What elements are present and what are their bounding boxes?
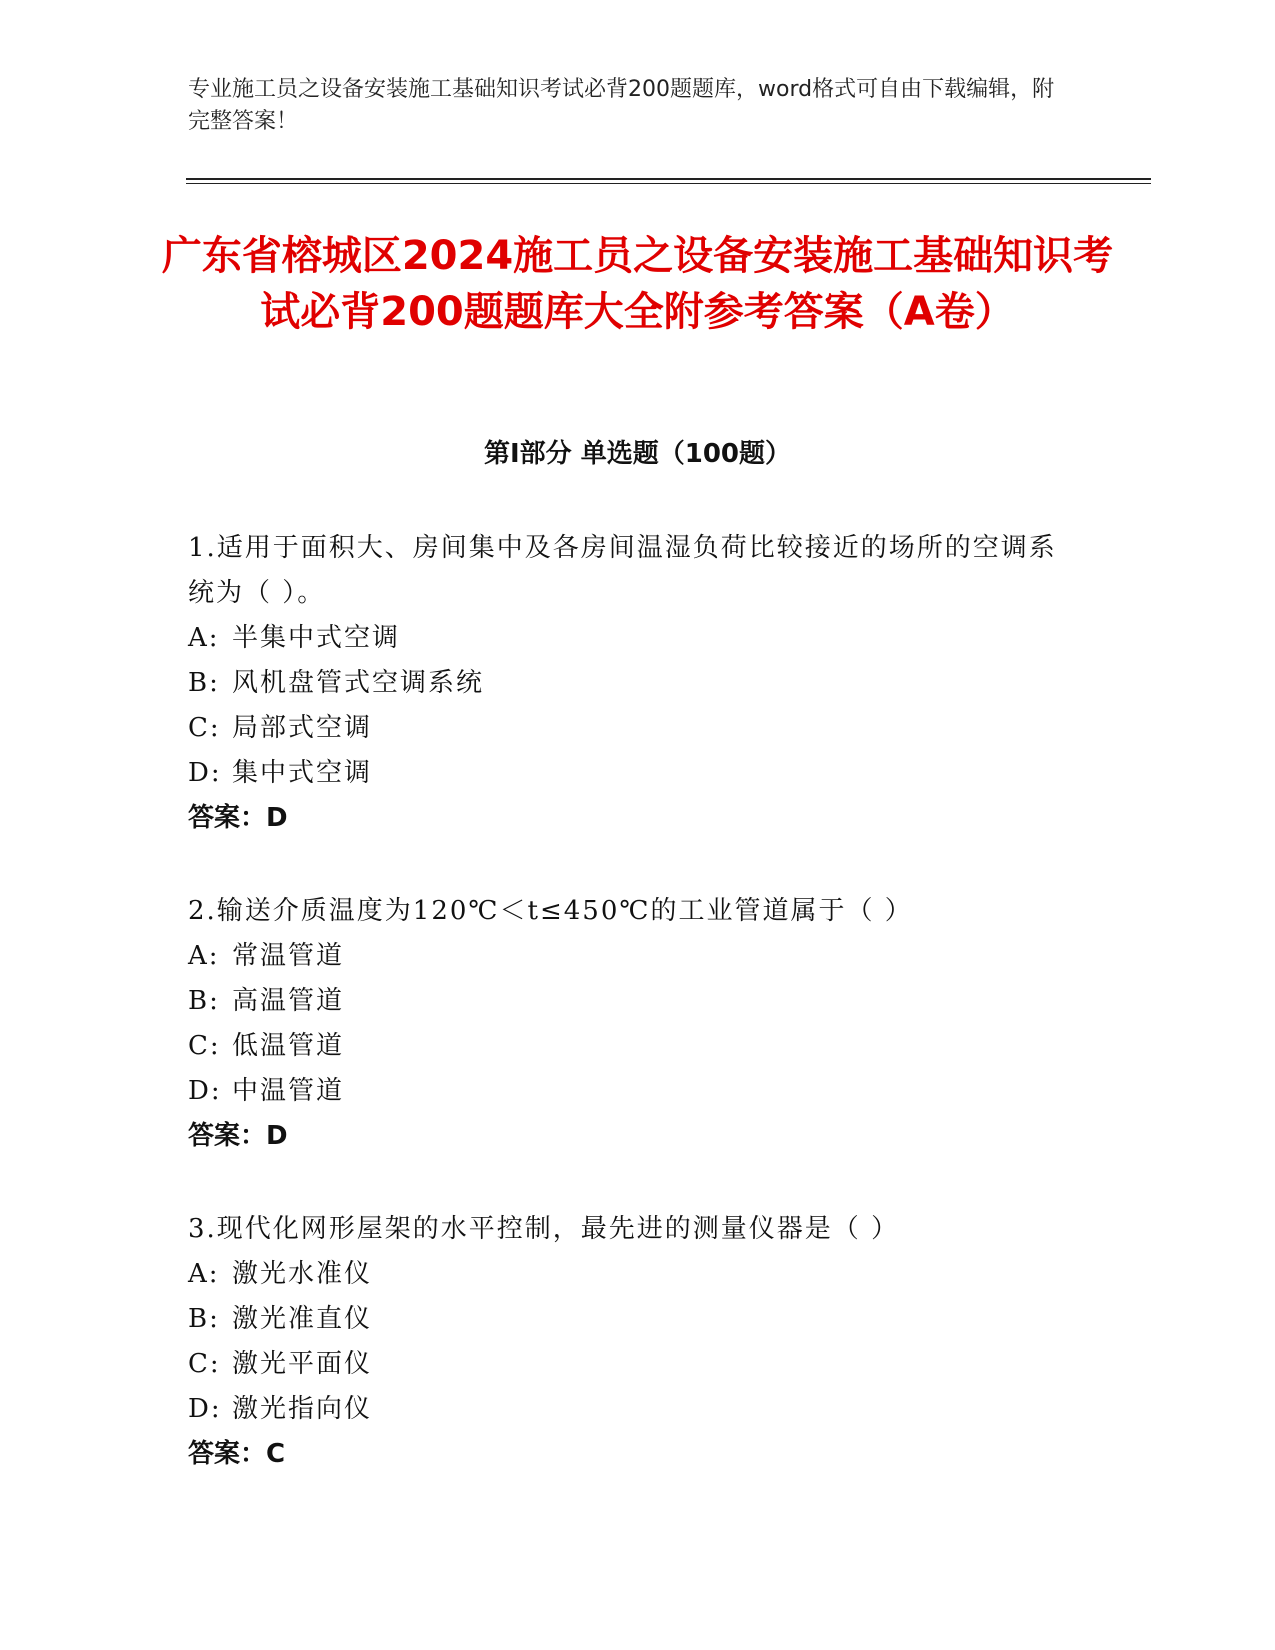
option-text: 中温管道 [232,1076,345,1106]
question-1 [188,526,1068,841]
option-b [188,1297,1068,1342]
option-text: 激光平面仪 [232,1349,373,1379]
option-c [188,1342,1068,1387]
question-list [188,526,1068,1525]
option-text: 集中式空调 [232,758,373,788]
option-d [188,751,1068,796]
option-a [188,934,1068,979]
header-divider-thin [186,183,1151,184]
option-text: 半集中式空调 [232,623,401,653]
option-key: C: [188,1349,221,1379]
option-key: D: [188,1394,222,1424]
option-a [188,1252,1068,1297]
option-key: D: [188,1076,222,1106]
question-3 [188,1207,1068,1477]
option-key: B: [188,986,220,1016]
option-key: A: [188,1259,220,1289]
option-text: 激光指向仪 [232,1394,373,1424]
option-d [188,1069,1068,1114]
option-text: 激光准直仪 [232,1304,373,1334]
option-b [188,661,1068,706]
option-a [188,616,1068,661]
question-stem: 2.输送介质温度为120℃＜t≤450℃的工业管道属于（ ） [188,896,913,926]
answer-line: 答案：D [188,803,288,833]
option-key: D: [188,758,222,788]
document-title: 广东省榕城区2024施工员之设备安装施工基础知识考试必背200题题库大全附参考答案（A卷） [161,233,1114,335]
option-c [188,706,1068,751]
answer-line: 答案：D [188,1121,288,1151]
option-text: 高温管道 [232,986,345,1016]
section-title: 第I部分 单选题（100题） [484,439,791,469]
header-divider-thick [186,178,1151,180]
answer-line: 答案：C [188,1439,286,1469]
option-key: B: [188,668,220,698]
question-stem: 3.现代化网形屋架的水平控制，最先进的测量仪器是（ ） [188,1214,900,1244]
option-text: 低温管道 [232,1031,345,1061]
option-key: C: [188,1031,221,1061]
question-stem: 1.适用于面积大、房间集中及各房间温湿负荷比较接近的场所的空调系统为（ ）。 [188,533,1057,608]
option-text: 激光水准仪 [232,1259,373,1289]
option-key: A: [188,941,220,971]
option-d [188,1387,1068,1432]
option-b [188,979,1068,1024]
header-note: 专业施工员之设备安装施工基础知识考试必背200题题库，word格式可自由下载编辑，附完整答案！ [188,77,1055,134]
option-text: 常温管道 [232,941,345,971]
option-key: A: [188,623,220,653]
option-text: 局部式空调 [232,713,373,743]
option-key: C: [188,713,221,743]
option-key: B: [188,1304,220,1334]
option-c [188,1024,1068,1069]
option-text: 风机盘管式空调系统 [232,668,485,698]
question-2 [188,889,1068,1159]
